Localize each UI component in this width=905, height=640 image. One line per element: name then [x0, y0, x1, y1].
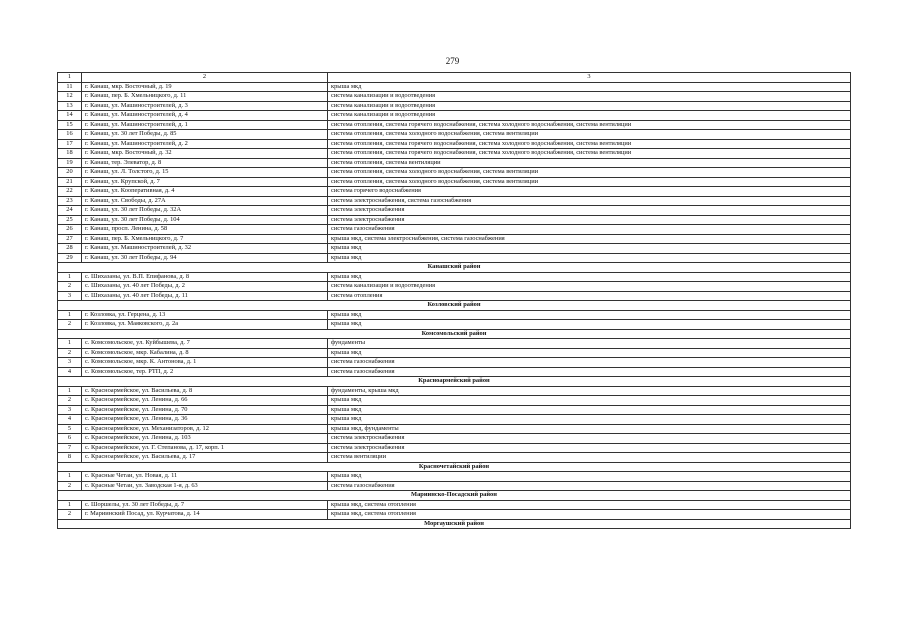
- table-row: [58, 310, 851, 320]
- work-type-cell: крыша мкд, система отопления: [328, 500, 851, 510]
- work-type-cell: фундаменты: [328, 339, 851, 349]
- address-cell: г. Мариинский Посад, ул. Курчатова, д. 14: [82, 510, 328, 520]
- table-row: [58, 120, 851, 130]
- table-row: [58, 187, 851, 197]
- work-type-cell: система газоснабжения: [328, 367, 851, 377]
- district-heading: Красноармейский район: [58, 377, 851, 387]
- work-type-cell: крыша мкд: [328, 472, 851, 482]
- work-type-cell: система отопления, система холодного водоснабжения, система вентиляции: [328, 168, 851, 178]
- table-row: [58, 196, 851, 206]
- work-type-cell: система отопления, система горячего водоснабжения, система холодного водоснабжения, система вентиляции: [328, 139, 851, 149]
- table-body: [58, 73, 851, 529]
- work-type-cell: система отопления, система холодного водоснабжения, система вентиляции: [328, 177, 851, 187]
- row-number-cell: 2: [58, 282, 82, 292]
- row-number-cell: 16: [58, 130, 82, 140]
- district-heading: Красночетайский район: [58, 462, 851, 472]
- row-number-cell: 14: [58, 111, 82, 121]
- work-type-cell: система электроснабжения: [328, 215, 851, 225]
- address-cell: с. Красноармейское, ул. Ленина, д. 36: [82, 415, 328, 425]
- work-type-cell: система газоснабжения: [328, 225, 851, 235]
- table-row: [58, 443, 851, 453]
- district-heading-row: [58, 301, 851, 311]
- work-type-cell: крыша мкд: [328, 405, 851, 415]
- work-type-cell: система вентиляции: [328, 453, 851, 463]
- table-row: [58, 149, 851, 159]
- district-heading: Козловский район: [58, 301, 851, 311]
- table-row: [58, 82, 851, 92]
- table-row: [58, 500, 851, 510]
- row-number-cell: 2: [58, 396, 82, 406]
- row-number-cell: 3: [58, 291, 82, 301]
- district-heading: Моргаушский район: [58, 519, 851, 529]
- address-cell: г. Канаш, просп. Ленина, д. 58: [82, 225, 328, 235]
- address-cell: с. Комсомольское, мкр. Кабалина, д. 8: [82, 348, 328, 358]
- work-type-cell: крыша мкд: [328, 310, 851, 320]
- row-number-cell: 1: [58, 472, 82, 482]
- table-row: [58, 358, 851, 368]
- district-heading-row: [58, 377, 851, 387]
- work-type-cell: система канализации и водоотведения: [328, 92, 851, 102]
- address-cell: г. Канаш, ул. Машиностроителей, д. 4: [82, 111, 328, 121]
- row-number-cell: 18: [58, 149, 82, 159]
- address-cell: г. Канаш, ул. Крупской, д. 7: [82, 177, 328, 187]
- row-number-cell: 4: [58, 367, 82, 377]
- row-number-cell: 1: [58, 310, 82, 320]
- row-number-cell: 5: [58, 424, 82, 434]
- address-cell: г. Канаш, ул. Машиностроителей, д. 1: [82, 120, 328, 130]
- table-row: [58, 130, 851, 140]
- work-type-cell: система электроснабжения, система газоснабжения: [328, 196, 851, 206]
- row-number-cell: 1: [58, 339, 82, 349]
- table-row: [58, 320, 851, 330]
- work-type-cell: система канализации и водоотведения: [328, 111, 851, 121]
- work-type-cell: крыша мкд, система отопления: [328, 510, 851, 520]
- row-number-cell: 2: [58, 348, 82, 358]
- table-row: [58, 291, 851, 301]
- address-cell: с. Красноармейское, ул. Васильева, д. 8: [82, 386, 328, 396]
- table-row: [58, 472, 851, 482]
- work-type-cell: система отопления: [328, 291, 851, 301]
- column-number-row: [58, 73, 851, 83]
- address-cell: с. Комсомольское, мкр. К. Антонова, д. 1: [82, 358, 328, 368]
- row-number-cell: 25: [58, 215, 82, 225]
- address-cell: г. Канаш, тер. Элеватор, д. 8: [82, 158, 328, 168]
- work-type-cell: крыша мкд, фундаменты: [328, 424, 851, 434]
- table-row: [58, 282, 851, 292]
- work-type-cell: система газоснабжения: [328, 358, 851, 368]
- row-number-cell: 13: [58, 101, 82, 111]
- address-cell: г. Канаш, пер. Б. Хмельницкого, д. 7: [82, 234, 328, 244]
- table-row: [58, 225, 851, 235]
- work-type-cell: крыша мкд: [328, 396, 851, 406]
- table-row: [58, 510, 851, 520]
- district-heading-row: [58, 462, 851, 472]
- row-number-cell: 24: [58, 206, 82, 216]
- work-type-cell: крыша мкд: [328, 348, 851, 358]
- repair-schedule-table: [57, 72, 851, 529]
- address-cell: с. Красноармейское, ул. Ленина, д. 70: [82, 405, 328, 415]
- work-type-cell: система отопления, система холодного водоснабжения, система вентиляции: [328, 130, 851, 140]
- table-row: [58, 206, 851, 216]
- work-type-cell: система электроснабжения: [328, 206, 851, 216]
- column-number-cell: 2: [82, 73, 328, 83]
- row-number-cell: 4: [58, 415, 82, 425]
- address-cell: с. Красноармейское, ул. Ленина, д. 103: [82, 434, 328, 444]
- address-cell: с. Красноармейское, ул. Г. Степанова, д. 17, корп. 1: [82, 443, 328, 453]
- work-type-cell: крыша мкд: [328, 82, 851, 92]
- table-row: [58, 481, 851, 491]
- row-number-cell: 2: [58, 320, 82, 330]
- table-row: [58, 158, 851, 168]
- work-type-cell: крыша мкд: [328, 272, 851, 282]
- district-heading: Комсомольский район: [58, 329, 851, 339]
- address-cell: г. Канаш, ул. Машиностроителей, д. 32: [82, 244, 328, 254]
- row-number-cell: 11: [58, 82, 82, 92]
- row-number-cell: 3: [58, 358, 82, 368]
- table-row: [58, 215, 851, 225]
- table-row: [58, 405, 851, 415]
- row-number-cell: 15: [58, 120, 82, 130]
- work-type-cell: система горячего водоснабжения: [328, 187, 851, 197]
- district-heading-row: [58, 329, 851, 339]
- table-row: [58, 111, 851, 121]
- address-cell: с. Красноармейское, ул. Механизаторов, д. 12: [82, 424, 328, 434]
- address-cell: с. Шихазаны, ул. В.П. Епифанова, д. 8: [82, 272, 328, 282]
- address-cell: г. Канаш, мкр. Восточный, д. 32: [82, 149, 328, 159]
- table-row: [58, 168, 851, 178]
- table-row: [58, 139, 851, 149]
- row-number-cell: 23: [58, 196, 82, 206]
- address-cell: г. Канаш, ул. Машиностроителей, д. 2: [82, 139, 328, 149]
- work-type-cell: система отопления, система вентиляции: [328, 158, 851, 168]
- row-number-cell: 26: [58, 225, 82, 235]
- row-number-cell: 29: [58, 253, 82, 263]
- district-heading-row: [58, 263, 851, 273]
- address-cell: г. Канаш, ул. 30 лет Победы, д. 85: [82, 130, 328, 140]
- table-row: [58, 348, 851, 358]
- address-cell: с. Комсомольское, ул. Куйбышева, д. 7: [82, 339, 328, 349]
- address-cell: с. Красные Четаи, ул. Новая, д. 11: [82, 472, 328, 482]
- district-heading-row: [58, 491, 851, 501]
- row-number-cell: 8: [58, 453, 82, 463]
- address-cell: с. Красноармейское, ул. Васильева, д. 17: [82, 453, 328, 463]
- table-row: [58, 92, 851, 102]
- work-type-cell: система электроснабжения: [328, 434, 851, 444]
- row-number-cell: 1: [58, 272, 82, 282]
- work-type-cell: крыша мкд: [328, 253, 851, 263]
- table-row: [58, 244, 851, 254]
- work-type-cell: система канализации и водоотведения: [328, 101, 851, 111]
- row-number-cell: 20: [58, 168, 82, 178]
- row-number-cell: 6: [58, 434, 82, 444]
- row-number-cell: 1: [58, 386, 82, 396]
- work-type-cell: система канализации и водоотведения: [328, 282, 851, 292]
- table-row: [58, 272, 851, 282]
- address-cell: г. Канаш, ул. Кооперативная, д. 4: [82, 187, 328, 197]
- table-row: [58, 234, 851, 244]
- address-cell: с. Комсомольское, тер. РТП, д. 2: [82, 367, 328, 377]
- work-type-cell: система электроснабжения: [328, 443, 851, 453]
- district-heading-row: [58, 519, 851, 529]
- row-number-cell: 28: [58, 244, 82, 254]
- table-row: [58, 396, 851, 406]
- table-row: [58, 177, 851, 187]
- row-number-cell: 2: [58, 481, 82, 491]
- address-cell: с. Красноармейское, ул. Ленина, д. 66: [82, 396, 328, 406]
- work-type-cell: крыша мкд: [328, 415, 851, 425]
- table-row: [58, 386, 851, 396]
- address-cell: с. Красные Четаи, ул. Заводская 1-я, д. 63: [82, 481, 328, 491]
- row-number-cell: 22: [58, 187, 82, 197]
- address-cell: г. Канаш, пер. Б. Хмельницкого, д. 11: [82, 92, 328, 102]
- table-row: [58, 415, 851, 425]
- table-row: [58, 434, 851, 444]
- work-type-cell: крыша мкд: [328, 320, 851, 330]
- row-number-cell: 12: [58, 92, 82, 102]
- row-number-cell: 3: [58, 405, 82, 415]
- address-cell: г. Канаш, ул. Л. Толстого, д. 15: [82, 168, 328, 178]
- address-cell: г. Козловка, ул. Маяковского, д. 2а: [82, 320, 328, 330]
- row-number-cell: 2: [58, 510, 82, 520]
- column-number-cell: 3: [328, 73, 851, 83]
- address-cell: г. Канаш, ул. Свободы, д. 27А: [82, 196, 328, 206]
- address-cell: г. Канаш, ул. 30 лет Победы, д. 32А: [82, 206, 328, 216]
- address-cell: г. Козловка, ул. Герцена, д. 13: [82, 310, 328, 320]
- row-number-cell: 1: [58, 500, 82, 510]
- address-cell: г. Канаш, ул. 30 лет Победы, д. 94: [82, 253, 328, 263]
- district-heading: Канашский район: [58, 263, 851, 273]
- address-cell: с. Шоршелы, ул. 30 лет Победы, д. 7: [82, 500, 328, 510]
- row-number-cell: 27: [58, 234, 82, 244]
- work-type-cell: фундаменты, крыша мкд: [328, 386, 851, 396]
- work-type-cell: система отопления, система горячего водоснабжения, система холодного водоснабжения, система вентиляции: [328, 120, 851, 130]
- address-cell: г. Канаш, ул. 30 лет Победы, д. 104: [82, 215, 328, 225]
- address-cell: с. Шихазаны, ул. 40 лет Победы, д. 2: [82, 282, 328, 292]
- column-number-cell: 1: [58, 73, 82, 83]
- address-cell: г. Канаш, ул. Машиностроителей, д. 3: [82, 101, 328, 111]
- row-number-cell: 19: [58, 158, 82, 168]
- work-type-cell: крыша мкд: [328, 244, 851, 254]
- work-type-cell: система отопления, система горячего водоснабжения, система холодного водоснабжения, система вентиляции: [328, 149, 851, 159]
- table-row: [58, 453, 851, 463]
- address-cell: с. Шихазаны, ул. 40 лет Победы, д. 11: [82, 291, 328, 301]
- table-row: [58, 339, 851, 349]
- row-number-cell: 17: [58, 139, 82, 149]
- work-type-cell: крыша мкд, система электроснабжения, система газоснабжения: [328, 234, 851, 244]
- work-type-cell: система газоснабжения: [328, 481, 851, 491]
- district-heading: Мариинско-Посадский район: [58, 491, 851, 501]
- address-cell: г. Канаш, мкр. Восточный, д. 19: [82, 82, 328, 92]
- table-row: [58, 367, 851, 377]
- table-row: [58, 424, 851, 434]
- page-number: 279: [445, 56, 460, 66]
- table-row: [58, 253, 851, 263]
- row-number-cell: 21: [58, 177, 82, 187]
- table-row: [58, 101, 851, 111]
- row-number-cell: 7: [58, 443, 82, 453]
